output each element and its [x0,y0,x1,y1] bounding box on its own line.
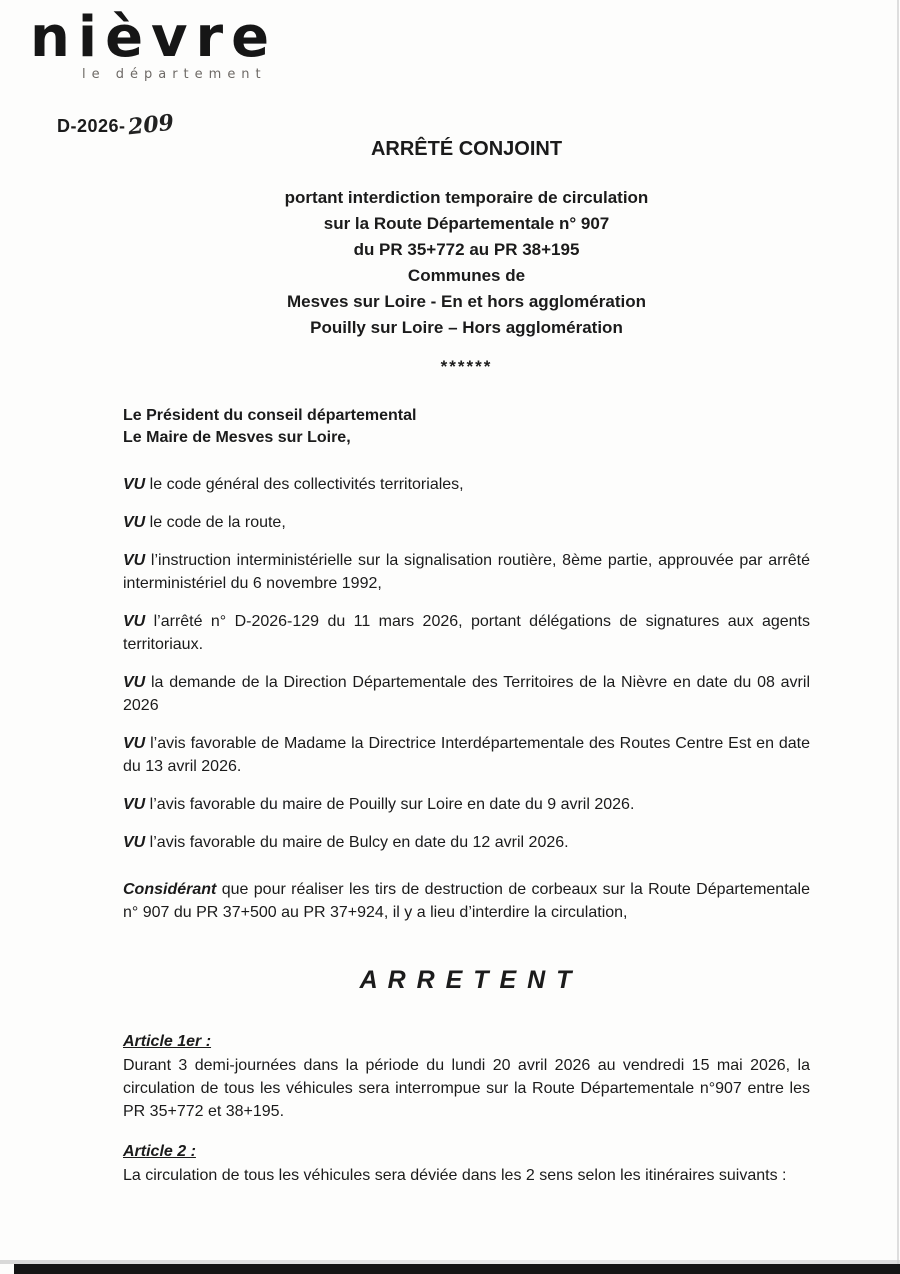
considerant-paragraph [123,878,810,924]
article-body: La circulation de tous les véhicules sera déviée dans les 2 sens selon les itinéraires suivants : [123,1167,787,1184]
vu-text: l’instruction interministérielle sur la signalisation routière, 8ème partie, approuvée par arrêté interministériel du 6 novembre 1992, [123,552,810,592]
subtitle-line: portant interdiction temporaire de circulation [284,188,649,207]
vu-text: le code général des collectivités territoriales, [145,476,464,493]
nievre-logo [30,5,278,82]
document-reference [57,109,175,141]
document-subtitle-block [123,185,810,341]
vu-text: l’arrêté n° D-2026-129 du 11 mars 2026, portant délégations de signatures aux agents territoriaux. [123,613,810,653]
article-heading: Article 1er : [123,1033,212,1050]
vu-label: VU [123,552,146,569]
vu-text: l’avis favorable de Madame la Directrice Interdépartementale des Routes Centre Est en date du 13 avril 2026. [123,735,810,775]
subtitle-line: Pouilly sur Loire – Hors agglomération [310,318,623,337]
vu-paragraph [123,831,810,854]
vu-paragraph [123,511,810,534]
subtitle-line: Communes de [407,266,526,285]
reference-printed: D-2026- [57,116,126,136]
vu-label: VU [123,514,146,531]
vu-paragraph [123,473,810,496]
logo-wordmark: nièvre [30,5,278,70]
vu-paragraph [123,671,810,717]
article-body: Durant 3 demi-journées dans la période du lundi 20 avril 2026 au vendredi 15 mai 2026, la circulation de tous les véhicules sera interrompue sur la Route Départementale n°907 entre les PR 35+772 et 38+195. [123,1057,810,1120]
subtitle-line: sur la Route Départementale n° 907 [323,214,610,233]
vu-text: l’avis favorable du maire de Bulcy en date du 12 avril 2026. [145,834,569,851]
vu-label: VU [123,735,146,752]
document-body [123,138,810,1207]
considerant-label: Considérant [123,881,217,898]
logo-subtitle: le département [82,67,267,82]
document-title: ARRÊTÉ CONJOINT [370,138,563,160]
vu-label: VU [123,834,146,851]
vu-paragraph [123,610,810,656]
vu-text: l’avis favorable du maire de Pouilly sur Loire en date du 9 avril 2026. [145,796,635,813]
reference-handwritten-number: 209 [126,109,175,141]
scan-edge-shadow [897,0,899,1274]
vu-label: VU [123,796,146,813]
article-2 [123,1143,810,1187]
vu-label: VU [123,674,146,691]
subtitle-line: Mesves sur Loire - En et hors agglomération [287,292,646,311]
vu-label: VU [123,613,146,630]
signatory-title-line: Le Président du conseil départemental [123,407,417,424]
star-separator: ****** [440,357,493,376]
considerant-text: que pour réaliser les tirs de destruction de corbeaux sur la Route Départementale n° 907 du PR 37+500 au PR 37+924, il y a lieu d’interdire la circulation, [123,881,810,921]
signatory-title-line: Le Maire de Mesves sur Loire, [123,429,351,446]
vu-label: VU [123,476,146,493]
arretent-heading: A R R E T E N T [359,966,574,994]
vu-text: la demande de la Direction Départementale des Territoires de la Nièvre en date du 08 avril 2026 [123,674,810,714]
scan-bottom-bar [14,1264,900,1274]
subtitle-line: du PR 35+772 au PR 38+195 [353,240,580,259]
article-heading: Article 2 : [123,1143,196,1160]
article-1 [123,1033,810,1123]
vu-text: le code de la route, [145,514,286,531]
vu-paragraph [123,793,810,816]
signatory-titles [123,405,810,449]
vu-paragraph [123,549,810,595]
vu-paragraph [123,732,810,778]
